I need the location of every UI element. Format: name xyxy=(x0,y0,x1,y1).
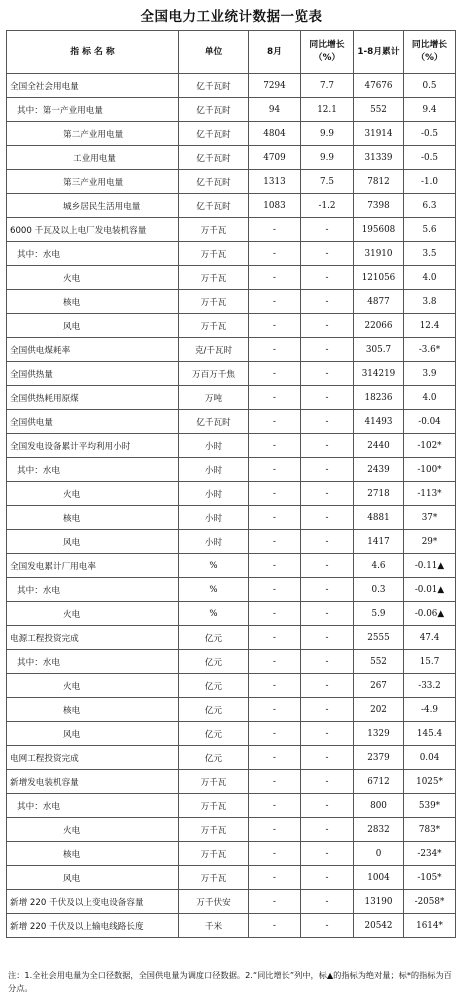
cell-cumulative: 2439 xyxy=(354,458,404,482)
cell-august: - xyxy=(249,314,301,338)
cell-cumulative-yoy: -0.5 xyxy=(404,146,456,170)
cell-indicator-name: 新增 220 千伏及以上变电设备容量 xyxy=(7,890,179,914)
cell-cumulative-yoy: -100* xyxy=(404,458,456,482)
table-row xyxy=(7,626,456,650)
cell-cumulative: 267 xyxy=(354,674,404,698)
cell-unit: 亿元 xyxy=(179,626,249,650)
cell-august: - xyxy=(249,722,301,746)
cell-indicator-name: 新增发电装机容量 xyxy=(7,770,179,794)
table-row xyxy=(7,218,456,242)
cell-unit: 亿千瓦时 xyxy=(179,122,249,146)
cell-indicator-name: 核电 xyxy=(7,506,179,530)
table-row xyxy=(7,914,456,938)
cell-cumulative-yoy: 4.0 xyxy=(404,386,456,410)
cell-indicator-name: 6000 千瓦及以上电厂发电装机容量 xyxy=(7,218,179,242)
cell-unit: 万千瓦 xyxy=(179,770,249,794)
table-row xyxy=(7,362,456,386)
cell-august-yoy: - xyxy=(301,602,354,626)
table-row xyxy=(7,842,456,866)
cell-indicator-name: 核电 xyxy=(7,290,179,314)
cell-cumulative: 121056 xyxy=(354,266,404,290)
cell-august: 1313 xyxy=(249,170,301,194)
cell-august-yoy: - xyxy=(301,722,354,746)
cell-august-yoy: - xyxy=(301,242,354,266)
cell-august: - xyxy=(249,458,301,482)
cell-unit: 亿元 xyxy=(179,698,249,722)
cell-cumulative-yoy: -0.01▲ xyxy=(404,578,456,602)
header-unit: 单位 xyxy=(179,31,249,74)
cell-unit: 万千瓦 xyxy=(179,242,249,266)
cell-august-yoy: - xyxy=(301,338,354,362)
cell-unit: 亿元 xyxy=(179,722,249,746)
cell-indicator-name: 火电 xyxy=(7,482,179,506)
cell-cumulative: 7812 xyxy=(354,170,404,194)
cell-indicator-name: 全国发电累计厂用电率 xyxy=(7,554,179,578)
cell-cumulative: 2440 xyxy=(354,434,404,458)
cell-unit: 亿千瓦时 xyxy=(179,74,249,98)
table-row xyxy=(7,482,456,506)
cell-cumulative-yoy: -33.2 xyxy=(404,674,456,698)
cell-august-yoy: - xyxy=(301,410,354,434)
cell-august-yoy: -1.2 xyxy=(301,194,354,218)
cell-unit: 万千瓦 xyxy=(179,842,249,866)
cell-august: - xyxy=(249,818,301,842)
cell-cumulative-yoy: -102* xyxy=(404,434,456,458)
cell-indicator-name: 火电 xyxy=(7,602,179,626)
cell-cumulative-yoy: 1025* xyxy=(404,770,456,794)
cell-cumulative-yoy: 0.04 xyxy=(404,746,456,770)
cell-unit: 千米 xyxy=(179,914,249,938)
cell-unit: 万百万千焦 xyxy=(179,362,249,386)
table-row xyxy=(7,770,456,794)
cell-august: - xyxy=(249,218,301,242)
cell-indicator-name: 风电 xyxy=(7,530,179,554)
cell-indicator-name: 其中：水电 xyxy=(7,242,179,266)
cell-august-yoy: - xyxy=(301,818,354,842)
cell-august-yoy: 7.5 xyxy=(301,170,354,194)
cell-unit: 万千瓦 xyxy=(179,218,249,242)
cell-indicator-name: 全国供电量 xyxy=(7,410,179,434)
cell-august-yoy: - xyxy=(301,266,354,290)
cell-august: - xyxy=(249,338,301,362)
cell-august: 4709 xyxy=(249,146,301,170)
table-header-row xyxy=(7,31,456,74)
cell-cumulative-yoy: -0.11▲ xyxy=(404,554,456,578)
cell-august: - xyxy=(249,554,301,578)
table-row xyxy=(7,458,456,482)
table-row xyxy=(7,170,456,194)
table-row xyxy=(7,410,456,434)
cell-unit: 万千瓦 xyxy=(179,290,249,314)
cell-august: - xyxy=(249,602,301,626)
cell-cumulative: 4.6 xyxy=(354,554,404,578)
header-august: 8月 xyxy=(249,31,301,74)
cell-august: - xyxy=(249,674,301,698)
cell-august-yoy: - xyxy=(301,674,354,698)
cell-unit: 亿千瓦时 xyxy=(179,146,249,170)
cell-unit: 亿千瓦时 xyxy=(179,98,249,122)
cell-cumulative-yoy: -3.6* xyxy=(404,338,456,362)
cell-indicator-name: 全国供热量 xyxy=(7,362,179,386)
cell-august: - xyxy=(249,578,301,602)
cell-cumulative-yoy: 1614* xyxy=(404,914,456,938)
cell-cumulative-yoy: 12.4 xyxy=(404,314,456,338)
cell-indicator-name: 火电 xyxy=(7,674,179,698)
cell-unit: % xyxy=(179,578,249,602)
cell-unit: % xyxy=(179,602,249,626)
cell-august: - xyxy=(249,362,301,386)
cell-indicator-name: 其中：水电 xyxy=(7,650,179,674)
cell-unit: 小时 xyxy=(179,506,249,530)
cell-august: - xyxy=(249,242,301,266)
cell-august: 4804 xyxy=(249,122,301,146)
cell-cumulative: 2555 xyxy=(354,626,404,650)
cell-indicator-name: 第三产业用电量 xyxy=(7,170,179,194)
cell-indicator-name: 风电 xyxy=(7,866,179,890)
cell-cumulative: 31910 xyxy=(354,242,404,266)
cell-cumulative-yoy: -1.0 xyxy=(404,170,456,194)
cell-august: - xyxy=(249,866,301,890)
cell-indicator-name: 其中：水电 xyxy=(7,794,179,818)
cell-cumulative: 552 xyxy=(354,650,404,674)
cell-august: - xyxy=(249,890,301,914)
cell-unit: 小时 xyxy=(179,482,249,506)
cell-unit: 小时 xyxy=(179,434,249,458)
page-title: 全国电力工业统计数据一览表 xyxy=(140,9,323,25)
cell-august: - xyxy=(249,914,301,938)
cell-unit: 万千伏安 xyxy=(179,890,249,914)
cell-august-yoy: - xyxy=(301,650,354,674)
header-cumulative-yoy: 同比增长（%） xyxy=(404,31,456,74)
cell-cumulative: 20542 xyxy=(354,914,404,938)
cell-indicator-name: 第二产业用电量 xyxy=(7,122,179,146)
cell-unit: 小时 xyxy=(179,458,249,482)
cell-cumulative: 2832 xyxy=(354,818,404,842)
cell-august-yoy: 7.7 xyxy=(301,74,354,98)
cell-unit: 亿元 xyxy=(179,674,249,698)
table-body xyxy=(7,74,456,938)
cell-cumulative: 314219 xyxy=(354,362,404,386)
table-row xyxy=(7,866,456,890)
cell-august-yoy: - xyxy=(301,482,354,506)
footnote: 注：1.全社会用电量为全口径数据，全国供电量为调度口径数据。2.“同比增长”列中，标▲的指标为绝对量；标*的指标为百分点。 xyxy=(8,970,452,993)
cell-cumulative: 41493 xyxy=(354,410,404,434)
cell-unit: 克/千瓦时 xyxy=(179,338,249,362)
cell-indicator-name: 其中：水电 xyxy=(7,578,179,602)
cell-august: - xyxy=(249,434,301,458)
cell-august: - xyxy=(249,530,301,554)
cell-cumulative: 13190 xyxy=(354,890,404,914)
header-august-yoy: 同比增长（%） xyxy=(301,31,354,74)
cell-cumulative-yoy: -113* xyxy=(404,482,456,506)
table-row xyxy=(7,650,456,674)
cell-cumulative: 4877 xyxy=(354,290,404,314)
cell-cumulative-yoy: 15.7 xyxy=(404,650,456,674)
cell-cumulative: 4881 xyxy=(354,506,404,530)
cell-cumulative-yoy: 0.5 xyxy=(404,74,456,98)
header-indicator-name: 指 标 名 称 xyxy=(7,31,179,74)
cell-august-yoy: - xyxy=(301,746,354,770)
cell-cumulative: 1004 xyxy=(354,866,404,890)
cell-indicator-name: 核电 xyxy=(7,698,179,722)
cell-indicator-name: 火电 xyxy=(7,266,179,290)
cell-august: 1083 xyxy=(249,194,301,218)
cell-indicator-name: 全国供电煤耗率 xyxy=(7,338,179,362)
cell-cumulative-yoy: 9.4 xyxy=(404,98,456,122)
cell-august-yoy: 9.9 xyxy=(301,146,354,170)
table-row xyxy=(7,698,456,722)
cell-august: - xyxy=(249,842,301,866)
cell-august-yoy: - xyxy=(301,290,354,314)
cell-cumulative-yoy: 145.4 xyxy=(404,722,456,746)
cell-cumulative-yoy: 3.8 xyxy=(404,290,456,314)
statistics-table xyxy=(6,30,456,938)
cell-cumulative: 22066 xyxy=(354,314,404,338)
cell-august-yoy: - xyxy=(301,794,354,818)
cell-august-yoy: - xyxy=(301,530,354,554)
cell-cumulative: 47676 xyxy=(354,74,404,98)
cell-unit: 万千瓦 xyxy=(179,794,249,818)
cell-august-yoy: - xyxy=(301,458,354,482)
cell-indicator-name: 新增 220 千伏及以上输电线路长度 xyxy=(7,914,179,938)
table-row xyxy=(7,794,456,818)
cell-unit: 亿元 xyxy=(179,650,249,674)
cell-august: 94 xyxy=(249,98,301,122)
cell-cumulative: 7398 xyxy=(354,194,404,218)
cell-cumulative: 800 xyxy=(354,794,404,818)
cell-august-yoy: - xyxy=(301,842,354,866)
cell-august-yoy: - xyxy=(301,218,354,242)
table-row xyxy=(7,266,456,290)
cell-cumulative-yoy: 37* xyxy=(404,506,456,530)
cell-august: - xyxy=(249,386,301,410)
cell-cumulative-yoy: -0.5 xyxy=(404,122,456,146)
cell-indicator-name: 电网工程投资完成 xyxy=(7,746,179,770)
cell-cumulative-yoy: -0.04 xyxy=(404,410,456,434)
cell-cumulative-yoy: -105* xyxy=(404,866,456,890)
cell-august: - xyxy=(249,698,301,722)
cell-cumulative: 202 xyxy=(354,698,404,722)
cell-unit: 亿千瓦时 xyxy=(179,410,249,434)
table-row xyxy=(7,578,456,602)
header-cumulative: 1-8月累计 xyxy=(354,31,404,74)
cell-unit: 万千瓦 xyxy=(179,866,249,890)
cell-august-yoy: - xyxy=(301,554,354,578)
cell-cumulative-yoy: -234* xyxy=(404,842,456,866)
table-row xyxy=(7,818,456,842)
cell-cumulative-yoy: 539* xyxy=(404,794,456,818)
table-row xyxy=(7,194,456,218)
cell-august-yoy: - xyxy=(301,506,354,530)
table-row xyxy=(7,602,456,626)
cell-cumulative: 1329 xyxy=(354,722,404,746)
cell-august: - xyxy=(249,794,301,818)
table-row xyxy=(7,98,456,122)
cell-august-yoy: 12.1 xyxy=(301,98,354,122)
table-row xyxy=(7,506,456,530)
cell-indicator-name: 全国供热耗用原煤 xyxy=(7,386,179,410)
cell-cumulative-yoy: -0.06▲ xyxy=(404,602,456,626)
cell-cumulative: 2379 xyxy=(354,746,404,770)
cell-indicator-name: 其中：水电 xyxy=(7,458,179,482)
cell-cumulative-yoy: 783* xyxy=(404,818,456,842)
table-row xyxy=(7,674,456,698)
cell-august-yoy: - xyxy=(301,626,354,650)
table-row xyxy=(7,434,456,458)
cell-august-yoy: - xyxy=(301,578,354,602)
table-row xyxy=(7,290,456,314)
cell-indicator-name: 全国发电设备累计平均利用小时 xyxy=(7,434,179,458)
table-row xyxy=(7,530,456,554)
cell-cumulative-yoy: 4.0 xyxy=(404,266,456,290)
cell-unit: 亿元 xyxy=(179,746,249,770)
cell-indicator-name: 核电 xyxy=(7,842,179,866)
cell-indicator-name: 其中：第一产业用电量 xyxy=(7,98,179,122)
cell-cumulative: 195608 xyxy=(354,218,404,242)
cell-cumulative-yoy: 5.6 xyxy=(404,218,456,242)
cell-indicator-name: 全国全社会用电量 xyxy=(7,74,179,98)
cell-indicator-name: 城乡居民生活用电量 xyxy=(7,194,179,218)
cell-august-yoy: - xyxy=(301,866,354,890)
table-row xyxy=(7,746,456,770)
cell-august-yoy: - xyxy=(301,698,354,722)
cell-unit: 万千瓦 xyxy=(179,818,249,842)
table-row xyxy=(7,146,456,170)
cell-cumulative-yoy: 29* xyxy=(404,530,456,554)
cell-cumulative: 5.9 xyxy=(354,602,404,626)
cell-august-yoy: - xyxy=(301,434,354,458)
cell-august: - xyxy=(249,746,301,770)
cell-cumulative: 552 xyxy=(354,98,404,122)
table-row xyxy=(7,314,456,338)
cell-cumulative-yoy: 3.5 xyxy=(404,242,456,266)
cell-indicator-name: 风电 xyxy=(7,722,179,746)
cell-august-yoy: - xyxy=(301,314,354,338)
cell-august: 7294 xyxy=(249,74,301,98)
cell-august: - xyxy=(249,266,301,290)
table-row xyxy=(7,242,456,266)
cell-cumulative: 0.3 xyxy=(354,578,404,602)
cell-august-yoy: - xyxy=(301,386,354,410)
cell-august-yoy: - xyxy=(301,890,354,914)
cell-august-yoy: 9.9 xyxy=(301,122,354,146)
table-row xyxy=(7,338,456,362)
cell-indicator-name: 工业用电量 xyxy=(7,146,179,170)
cell-cumulative: 2718 xyxy=(354,482,404,506)
cell-unit: 万千瓦 xyxy=(179,266,249,290)
cell-august: - xyxy=(249,650,301,674)
cell-cumulative: 1417 xyxy=(354,530,404,554)
table-row xyxy=(7,74,456,98)
table-row xyxy=(7,554,456,578)
cell-indicator-name: 风电 xyxy=(7,314,179,338)
cell-august-yoy: - xyxy=(301,770,354,794)
cell-cumulative-yoy: -4.9 xyxy=(404,698,456,722)
table-row xyxy=(7,890,456,914)
cell-unit: 亿千瓦时 xyxy=(179,194,249,218)
cell-unit: 小时 xyxy=(179,530,249,554)
cell-cumulative: 6712 xyxy=(354,770,404,794)
cell-cumulative-yoy: -2058* xyxy=(404,890,456,914)
cell-cumulative: 31339 xyxy=(354,146,404,170)
cell-august: - xyxy=(249,482,301,506)
cell-unit: 万千瓦 xyxy=(179,314,249,338)
table-row xyxy=(7,386,456,410)
cell-august-yoy: - xyxy=(301,362,354,386)
cell-cumulative: 31914 xyxy=(354,122,404,146)
cell-august: - xyxy=(249,626,301,650)
cell-cumulative-yoy: 6.3 xyxy=(404,194,456,218)
cell-unit: % xyxy=(179,554,249,578)
cell-unit: 亿千瓦时 xyxy=(179,170,249,194)
cell-indicator-name: 火电 xyxy=(7,818,179,842)
cell-august: - xyxy=(249,770,301,794)
cell-august: - xyxy=(249,506,301,530)
cell-august-yoy: - xyxy=(301,914,354,938)
table-row xyxy=(7,722,456,746)
cell-cumulative: 0 xyxy=(354,842,404,866)
cell-august: - xyxy=(249,290,301,314)
cell-indicator-name: 电源工程投资完成 xyxy=(7,626,179,650)
cell-cumulative: 18236 xyxy=(354,386,404,410)
table-row xyxy=(7,122,456,146)
cell-cumulative-yoy: 47.4 xyxy=(404,626,456,650)
cell-cumulative: 305.7 xyxy=(354,338,404,362)
cell-august: - xyxy=(249,410,301,434)
cell-cumulative-yoy: 3.9 xyxy=(404,362,456,386)
cell-unit: 万吨 xyxy=(179,386,249,410)
